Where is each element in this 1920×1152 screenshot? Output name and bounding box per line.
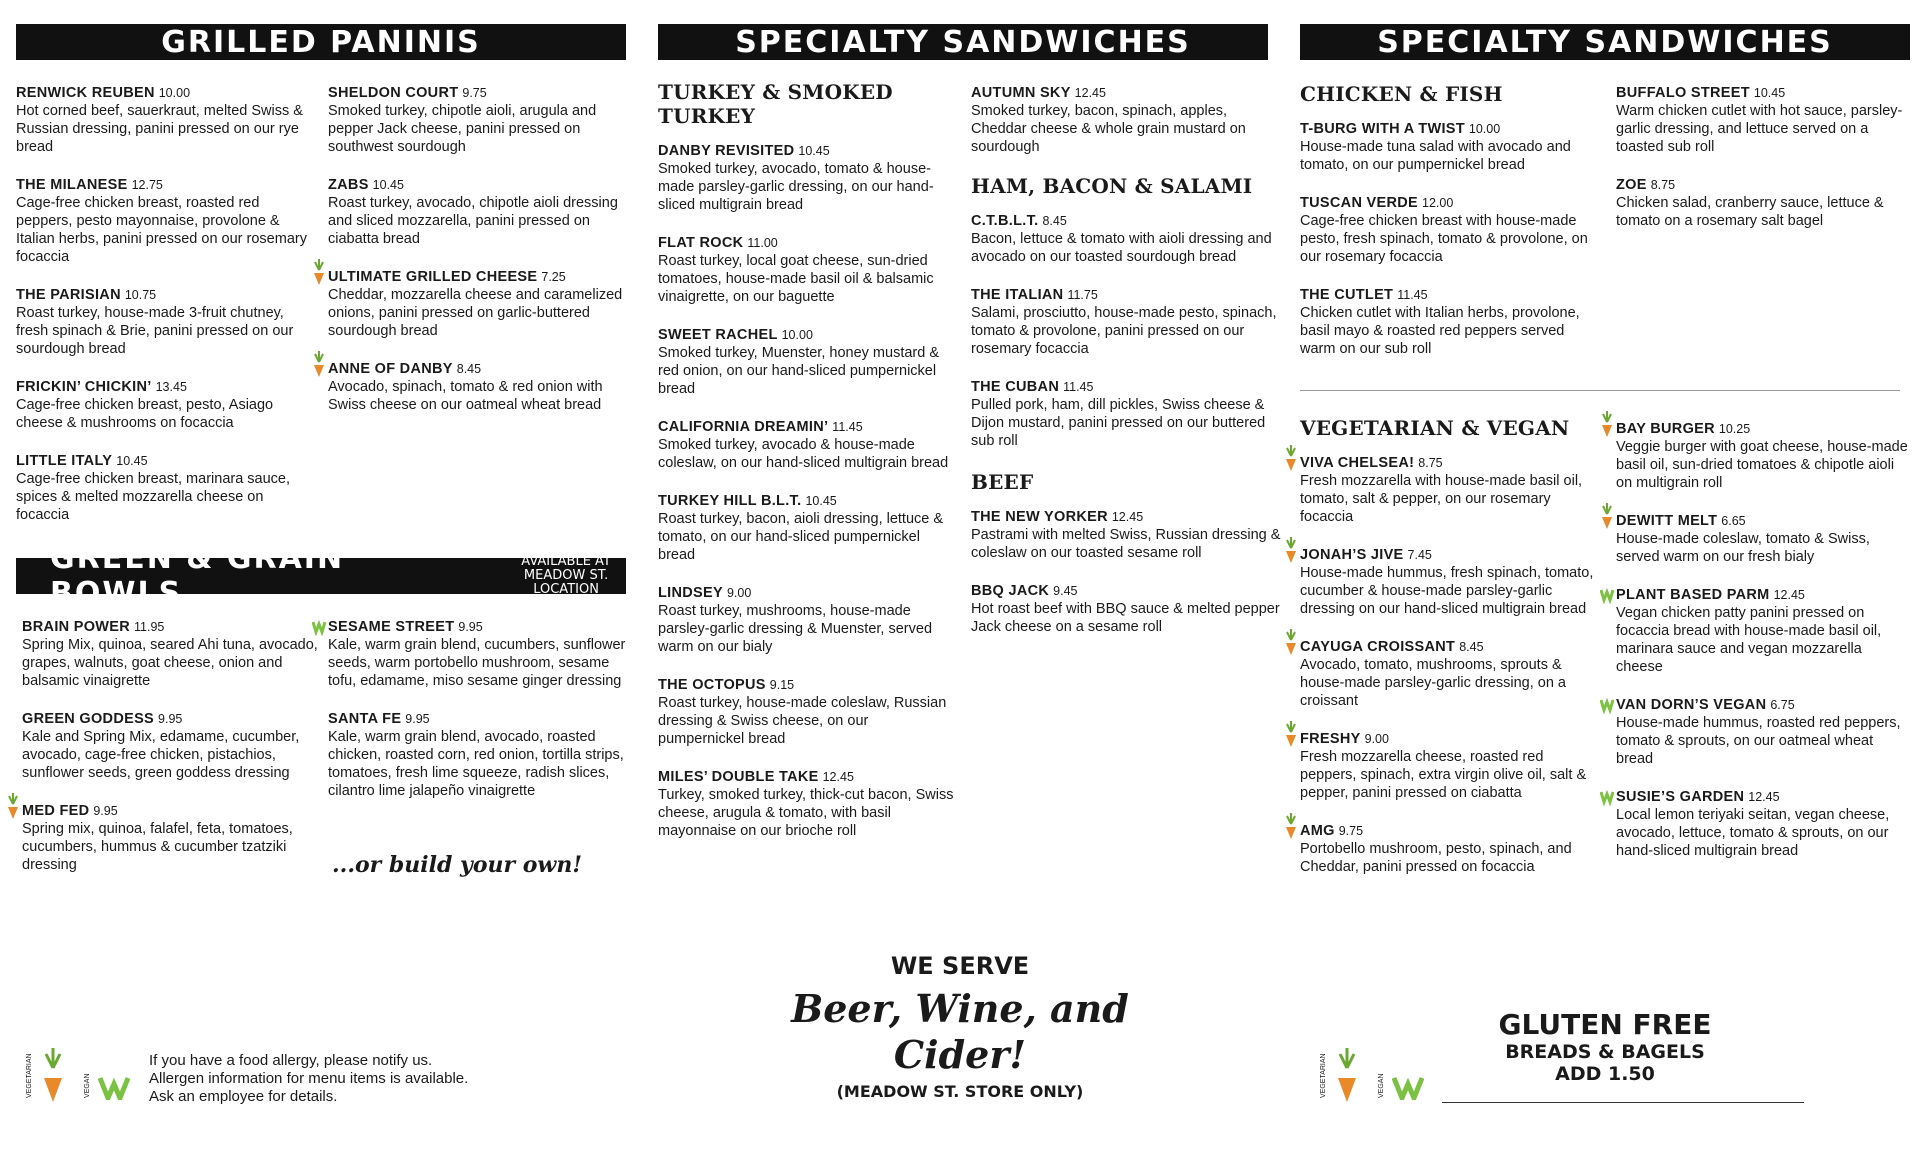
menu-item-name: VIVA CHELSEA! — [1300, 455, 1415, 471]
menu-item-description: Vegan chicken patty panini pressed on focaccia bread with house-made basil oil, marinara sauce and vegan mozzarella cheese — [1616, 605, 1882, 675]
menu-item-name: BAY BURGER — [1616, 421, 1715, 437]
carrot-icon — [1284, 628, 1298, 656]
menu-item — [658, 142, 958, 214]
section-divider — [1300, 390, 1900, 391]
we-serve-label: WE SERVE — [890, 952, 1030, 980]
menu-item-price: 12.00 — [1422, 196, 1454, 210]
menu-item-name: ZABS — [328, 177, 369, 193]
menu-item — [971, 286, 1281, 358]
menu-item-name: TUSCAN VERDE — [1300, 195, 1418, 211]
menu-item-description: Fresh mozzarella with house-made basil oil, tomato, salt & pepper, on our rosemary focaccia — [1300, 473, 1583, 525]
menu-item — [658, 584, 958, 656]
menu-item — [658, 234, 958, 306]
gluten-free-price: ADD 1.50 — [1555, 1063, 1655, 1085]
menu-item-description: House-made tuna salad with avocado and tomato, on our pumpernickel bread — [1300, 139, 1571, 173]
menu-item-description: House-made coleslaw, tomato & Swiss, served warm on our fresh bialy — [1616, 531, 1870, 565]
menu-item — [1300, 454, 1600, 526]
menu-item-description: Roast turkey, house-made coleslaw, Russian dressing & Swiss cheese, on our pumpernickel bread — [658, 695, 947, 747]
menu-item-name: BUFFALO STREET — [1616, 85, 1750, 101]
menu-item-description: Smoked turkey, avocado & house-made coleslaw, on our hand-sliced multigrain bread — [658, 437, 949, 471]
menu-item — [1300, 120, 1600, 174]
menu-item-description: Hot corned beef, sauerkraut, melted Swiss & Russian dressing, panini pressed on our rye bread — [16, 103, 303, 155]
menu-item-price: 8.45 — [1042, 214, 1067, 228]
menu-item-price: 9.45 — [1053, 584, 1078, 598]
vegetarian-legend-label: VEGETARIAN — [1320, 1053, 1327, 1098]
beef-heading: BEEF — [971, 470, 1034, 494]
menu-item-price: 9.95 — [405, 712, 430, 726]
menu-item-description: Roast turkey, bacon, aioli dressing, lettuce & tomato, on our hand-sliced pumpernickel bread — [658, 511, 944, 563]
menu-item-price: 8.45 — [1459, 640, 1484, 654]
vegan-leaf-icon — [98, 1076, 130, 1100]
menu-item-description: Kale, warm grain blend, avocado, roasted chicken, roasted corn, red onion, tortilla strips, tomatoes, fresh lime squeeze, radish slices, cilantro lime jalapeño vinaigrette — [328, 729, 624, 799]
menu-item-name: CALIFORNIA DREAMIN’ — [658, 419, 829, 435]
menu-item — [16, 378, 316, 432]
menu-item-price: 12.45 — [1111, 510, 1144, 524]
menu-item-price: 11.45 — [1063, 380, 1094, 394]
menu-item-price: 13.45 — [155, 380, 187, 394]
menu-item-name: THE MILANESE — [16, 177, 128, 193]
menu-item-name: MILES’ DOUBLE TAKE — [658, 769, 819, 785]
vegan-leaf-icon — [1600, 778, 1614, 806]
menu-item-description: Cage-free chicken breast, marinara sauce, spices & melted mozzarella cheese on focaccia — [16, 471, 291, 523]
veg-right-column — [1616, 420, 1912, 880]
menu-item-description: Avocado, spinach, tomato & red onion with Swiss cheese on our oatmeal wheat bread — [328, 379, 603, 413]
menu-item-name: RENWICK REUBEN — [16, 85, 155, 101]
menu-item-name: TURKEY HILL B.L.T. — [658, 493, 802, 509]
banner-title: GRILLED PANINIS — [161, 24, 481, 60]
panini-right-column — [328, 84, 628, 434]
turkey-heading: TURKEY & SMOKED TURKEY — [658, 80, 893, 128]
menu-item-name: MED FED — [22, 803, 90, 819]
menu-item-description: Smoked turkey, chipotle aioli, arugula and pepper Jack cheese, panini pressed on southwest sourdough — [328, 103, 597, 155]
menu-item — [22, 618, 318, 690]
menu-item-description: Chicken cutlet with Italian herbs, provolone, basil mayo & roasted red peppers served warm on our sub roll — [1300, 305, 1580, 357]
menu-item-name: JONAH’S JIVE — [1300, 547, 1404, 563]
menu-item-price: 12.45 — [1773, 588, 1805, 602]
menu-item-price: 12.45 — [822, 770, 854, 784]
ham-heading: HAM, BACON & SALAMI — [971, 174, 1253, 198]
allergy-line: Allergen information for menu items is available. — [149, 1070, 469, 1087]
menu-item — [971, 378, 1281, 450]
menu-item-description: Roast turkey, avocado, chipotle aioli dressing and sliced mozzarella, panini pressed on ciabatta bread — [328, 195, 618, 247]
gluten-free-block — [1440, 1008, 1770, 1085]
menu-item-price: 6.65 — [1721, 514, 1746, 528]
menu-item-description: Chicken salad, cranberry sauce, lettuce & tomato on a rosemary salt bagel — [1616, 195, 1884, 229]
bowls-left-column — [22, 618, 318, 894]
menu-item — [1616, 512, 1912, 566]
carrot-icon — [1600, 502, 1614, 530]
menu-item-price: 10.45 — [798, 144, 830, 158]
veg-left-column — [1300, 416, 1600, 896]
menu-item — [16, 452, 316, 524]
menu-item-price: 6.75 — [1770, 698, 1795, 712]
menu-item — [971, 212, 1281, 266]
meadow-note: (MEADOW ST. STORE ONLY) — [836, 1082, 1084, 1101]
diet-legend-left — [26, 1040, 136, 1108]
menu-item-price: 9.75 — [1338, 824, 1364, 838]
menu-item-name: FRICKIN’ CHICKIN’ — [16, 379, 152, 395]
specialty-right-column — [971, 84, 1281, 656]
menu-item — [22, 710, 318, 782]
menu-item-description: Kale and Spring Mix, edamame, cucumber, avocado, cage-free chicken, pistachios, sunflower seeds, green goddess dressing — [22, 729, 300, 781]
menu-item-description: Cage-free chicken breast, pesto, Asiago cheese & mushrooms on focaccia — [16, 397, 274, 431]
menu-item-price: 9.00 — [726, 586, 752, 600]
menu-item-name: SHELDON COURT — [328, 85, 459, 101]
menu-item-description: Roast turkey, local goat cheese, sun-dried tomatoes, house-made basil oil & balsamic vinaigrette, on our baguette — [658, 253, 934, 305]
carrot-icon — [1284, 720, 1298, 748]
beer-wine-cider: Beer, Wine, and — [791, 986, 1129, 1031]
menu-item-name: LITTLE ITALY — [16, 453, 113, 469]
menu-item-name: BBQ JACK — [971, 583, 1050, 599]
we-serve-block — [780, 952, 1140, 1101]
menu-item-price: 10.45 — [372, 178, 404, 192]
menu-item — [328, 710, 626, 800]
menu-item-name: AMG — [1300, 823, 1335, 839]
menu-item-description: Pastrami with melted Swiss, Russian dressing & coleslaw on our toasted sesame roll — [971, 527, 1281, 561]
menu-item-name: BRAIN POWER — [22, 619, 131, 635]
menu-item — [16, 176, 316, 266]
menu-item-description: Portobello mushroom, pesto, spinach, and Cheddar, panini pressed on focaccia — [1300, 841, 1572, 875]
menu-item-name: CAYUGA CROISSANT — [1300, 639, 1456, 655]
menu-item-description: Veggie burger with goat cheese, house-made basil oil, sun-dried tomatoes & chipotle aioli on multigrain roll — [1616, 439, 1908, 491]
carrot-icon — [1284, 536, 1298, 564]
carrot-icon — [312, 258, 326, 286]
build-your-own: ...or build your own! — [332, 852, 583, 878]
menu-item-name: GREEN GODDESS — [22, 711, 155, 727]
menu-item-price: 9.75 — [462, 86, 487, 100]
menu-item-name: THE ITALIAN — [971, 287, 1064, 303]
menu-item — [1300, 638, 1600, 710]
menu-item-description: Fresh mozzarella cheese, roasted red peppers, spinach, extra virgin olive oil, salt & pepper, panini pressed on ciabatta — [1300, 749, 1587, 801]
specialty-sandwiches-banner-2 — [1300, 24, 1910, 60]
menu-item-description: Warm chicken cutlet with hot sauce, parsley-garlic dressing, and lettuce served on a toasted sub roll — [1616, 103, 1903, 155]
menu-item — [16, 286, 316, 358]
menu-item-price: 12.75 — [131, 178, 163, 192]
menu-item-description: House-made hummus, fresh spinach, tomato, cucumber & house-made parsley-garlic dressing on our hand-sliced multigrain bread — [1300, 565, 1594, 617]
menu-item-price: 10.00 — [1468, 122, 1501, 136]
vegetarian-legend-label: VEGETARIAN — [26, 1053, 33, 1098]
menu-item-price: 9.15 — [769, 678, 795, 692]
allergy-line: If you have a food allergy, please notify us. — [149, 1052, 433, 1069]
menu-item-description: House-made hummus, roasted red peppers, tomato & sprouts, on our oatmeal wheat bread — [1616, 715, 1901, 767]
menu-item-name: FLAT ROCK — [658, 235, 744, 251]
banner-title: GREEN & GRAIN BOWLS — [50, 541, 345, 611]
menu-item-name: VAN DORN’S VEGAN — [1616, 697, 1767, 713]
menu-item-description: Avocado, tomato, mushrooms, sprouts & house-made parsley-garlic dressing, on a croissant — [1300, 657, 1566, 709]
turkey-column — [658, 80, 958, 860]
menu-item-description: Smoked turkey, avocado, tomato & house-made parsley-garlic dressing, on our hand-sliced multigrain bread — [658, 161, 934, 213]
menu-item-price: 7.25 — [541, 270, 566, 284]
menu-item — [1616, 176, 1912, 230]
gluten-free-title: GLUTEN FREE — [1498, 1008, 1712, 1041]
menu-item-description: Spring mix, quinoa, falafel, feta, tomatoes, cucumbers, hummus & cucumber tzatziki dressing — [22, 821, 293, 873]
menu-item — [328, 360, 628, 414]
menu-item-price: 9.95 — [458, 620, 483, 634]
menu-item — [1616, 586, 1912, 676]
diet-legend-right — [1320, 1040, 1430, 1108]
chicken-left-column — [1300, 82, 1600, 378]
carrot-icon — [6, 792, 20, 820]
menu-item — [328, 84, 628, 156]
menu-item — [658, 418, 958, 472]
menu-item-price: 11.75 — [1067, 288, 1098, 302]
menu-item — [971, 84, 1281, 156]
menu-item-price: 10.75 — [124, 288, 157, 302]
menu-item-description: Roast turkey, mushrooms, house-made parsley-garlic dressing & Muenster, served warm on our bialy — [658, 603, 933, 655]
menu-item — [22, 802, 318, 874]
menu-item — [1300, 286, 1600, 358]
menu-item-name: THE CUTLET — [1300, 287, 1394, 303]
menu-item — [1300, 194, 1600, 266]
menu-item-price: 11.45 — [832, 420, 863, 434]
menu-item — [658, 768, 958, 840]
cider-label: Cider! — [893, 1032, 1027, 1077]
vegan-leaf-icon — [312, 608, 326, 636]
menu-item-description: Smoked turkey, bacon, spinach, apples, Cheddar cheese & whole grain mustard on sourdough — [971, 103, 1246, 155]
carrot-icon — [40, 1044, 66, 1104]
menu-item-price: 11.00 — [747, 236, 778, 250]
menu-item-description: Local lemon teriyaki seitan, vegan cheese, avocado, lettuce, tomato & sprouts, on our hand-sliced multigrain bread — [1616, 807, 1890, 859]
allergy-line: Ask an employee for details. — [149, 1088, 338, 1105]
menu-item — [1300, 822, 1600, 876]
vegan-legend-label: VEGAN — [1378, 1073, 1385, 1098]
banner-note: AVAILABLE AT MEADOW ST. LOCATION — [521, 554, 611, 597]
carrot-icon — [1600, 410, 1614, 438]
menu-item-price: 9.00 — [1364, 732, 1389, 746]
menu-item-price: 12.45 — [1074, 86, 1106, 100]
menu-item-name: AUTUMN SKY — [971, 85, 1071, 101]
menu-item-name: THE CUBAN — [971, 379, 1060, 395]
menu-item-name: DEWITT MELT — [1616, 513, 1718, 529]
menu-item — [1616, 788, 1912, 860]
menu-item-name: ULTIMATE GRILLED CHEESE — [328, 269, 538, 285]
menu-item-name: PLANT BASED PARM — [1616, 587, 1770, 603]
menu-item-name: SANTA FE — [328, 711, 402, 727]
menu-item-description: Cage-free chicken breast with house-made pesto, fresh spinach, tomato & provolone, on our rosemary focaccia — [1300, 213, 1588, 265]
menu-item-price: 11.45 — [1397, 288, 1428, 302]
chicken-heading: CHICKEN & FISH — [1300, 82, 1503, 106]
vegan-leaf-icon — [1392, 1076, 1424, 1100]
menu-item-name: THE NEW YORKER — [971, 509, 1108, 525]
menu-item — [328, 176, 628, 248]
menu-item-name: C.T.B.L.T. — [971, 213, 1039, 229]
menu-item-price: 8.75 — [1650, 178, 1676, 192]
gluten-free-line: BREADS & BAGELS — [1505, 1041, 1705, 1063]
menu-item-description: Bacon, lettuce & tomato with aioli dressing and avocado on our toasted sourdough bread — [971, 231, 1272, 265]
grilled-paninis-banner — [16, 24, 626, 60]
menu-item-name: THE PARISIAN — [16, 287, 121, 303]
menu-item-description: Turkey, smoked turkey, thick-cut bacon, Swiss cheese, arugula & tomato, with basil mayonnaise on our brioche roll — [658, 787, 954, 839]
vegan-leaf-icon — [1600, 686, 1614, 714]
menu-item-price: 10.45 — [805, 494, 837, 508]
menu-item — [1616, 84, 1912, 156]
menu-item-description: Pulled pork, ham, dill pickles, Swiss cheese & Dijon mustard, panini pressed on our buttered sub roll — [971, 397, 1266, 449]
veg-heading: VEGETARIAN & VEGAN — [1300, 416, 1570, 440]
menu-item-price: 8.75 — [1418, 456, 1443, 470]
menu-item-description: Smoked turkey, Muenster, honey mustard & red onion, on our hand-sliced pumpernickel bread — [658, 345, 940, 397]
menu-item-name: FRESHY — [1300, 731, 1361, 747]
carrot-icon — [1284, 444, 1298, 472]
chicken-right-column — [1616, 84, 1912, 250]
menu-item-price: 8.45 — [456, 362, 482, 376]
menu-item-name: T-BURG WITH A TWIST — [1300, 121, 1465, 137]
menu-item-description: Spring Mix, quinoa, seared Ahi tuna, avocado, grapes, walnuts, goat cheese, onion and balsamic vinaigrette — [22, 637, 318, 689]
menu-item-description: Cage-free chicken breast, roasted red peppers, pesto mayonnaise, provolone & Italian herbs, panini pressed on our rosemary focaccia — [16, 195, 307, 265]
menu-item — [16, 84, 316, 156]
menu-item-price: 12.45 — [1748, 790, 1780, 804]
menu-item — [658, 676, 958, 748]
carrot-icon — [1284, 812, 1298, 840]
menu-item-price: 10.00 — [781, 328, 813, 342]
menu-item-description: Kale, warm grain blend, cucumbers, sunflower seeds, warm portobello mushroom, sesame tofu, edamame, miso sesame ginger dressing — [328, 637, 626, 689]
carrot-icon — [1334, 1044, 1360, 1104]
menu-item-price: 10.00 — [158, 86, 191, 100]
menu-item-description: Roast turkey, house-made 3-fruit chutney, fresh spinach & Brie, panini pressed on our sourdough bread — [16, 305, 294, 357]
menu-item — [328, 618, 626, 690]
menu-item-price: 11.95 — [134, 620, 165, 634]
menu-item-price: 10.45 — [1753, 86, 1786, 100]
menu-item — [1616, 696, 1912, 768]
menu-item-description: Hot roast beef with BBQ sauce & melted pepper Jack cheese on a sesame roll — [971, 601, 1280, 635]
menu-item-name: THE OCTOPUS — [658, 677, 766, 693]
menu-item — [1616, 420, 1912, 492]
menu-item — [1300, 730, 1600, 802]
carrot-icon — [312, 350, 326, 378]
menu-item-name: SWEET RACHEL — [658, 327, 778, 343]
menu-item-description: Cheddar, mozzarella cheese and caramelized onions, panini pressed on garlic-buttered sourdough bread — [328, 287, 623, 339]
menu-item-price: 10.25 — [1718, 422, 1751, 436]
menu-item-name: SUSIE’S GARDEN — [1616, 789, 1745, 805]
banner-title: SPECIALTY SANDWICHES — [1377, 24, 1833, 60]
menu-item-description: Salami, prosciutto, house-made pesto, spinach, tomato & provolone, panini pressed on our rosemary focaccia — [971, 305, 1277, 357]
menu-item — [658, 492, 958, 564]
menu-item-price: 10.45 — [116, 454, 148, 468]
allergy-notice — [149, 1052, 468, 1106]
menu-item-name: SESAME STREET — [328, 619, 455, 635]
menu-item — [971, 582, 1281, 636]
specialty-sandwiches-banner-1 — [658, 24, 1268, 60]
banner-title: SPECIALTY SANDWICHES — [735, 24, 1191, 60]
menu-item-name: DANBY REVISITED — [658, 143, 795, 159]
menu-item — [1300, 546, 1600, 618]
menu-item-price: 9.95 — [93, 804, 118, 818]
vegan-leaf-icon — [1600, 576, 1614, 604]
menu-item-price: 7.45 — [1407, 548, 1432, 562]
menu-item-name: ANNE OF DANBY — [328, 361, 453, 377]
green-grain-bowls-banner — [16, 541, 626, 611]
menu-item — [328, 268, 628, 340]
gluten-underline — [1442, 1102, 1804, 1103]
menu-item — [658, 326, 958, 398]
vegan-legend-label: VEGAN — [84, 1073, 91, 1098]
menu-item-price: 9.95 — [158, 712, 183, 726]
menu-item-name: ZOE — [1616, 177, 1647, 193]
bowls-right-column — [328, 618, 626, 820]
menu-item-name: LINDSEY — [658, 585, 723, 601]
menu-item — [971, 508, 1281, 562]
panini-left-column — [16, 84, 316, 544]
